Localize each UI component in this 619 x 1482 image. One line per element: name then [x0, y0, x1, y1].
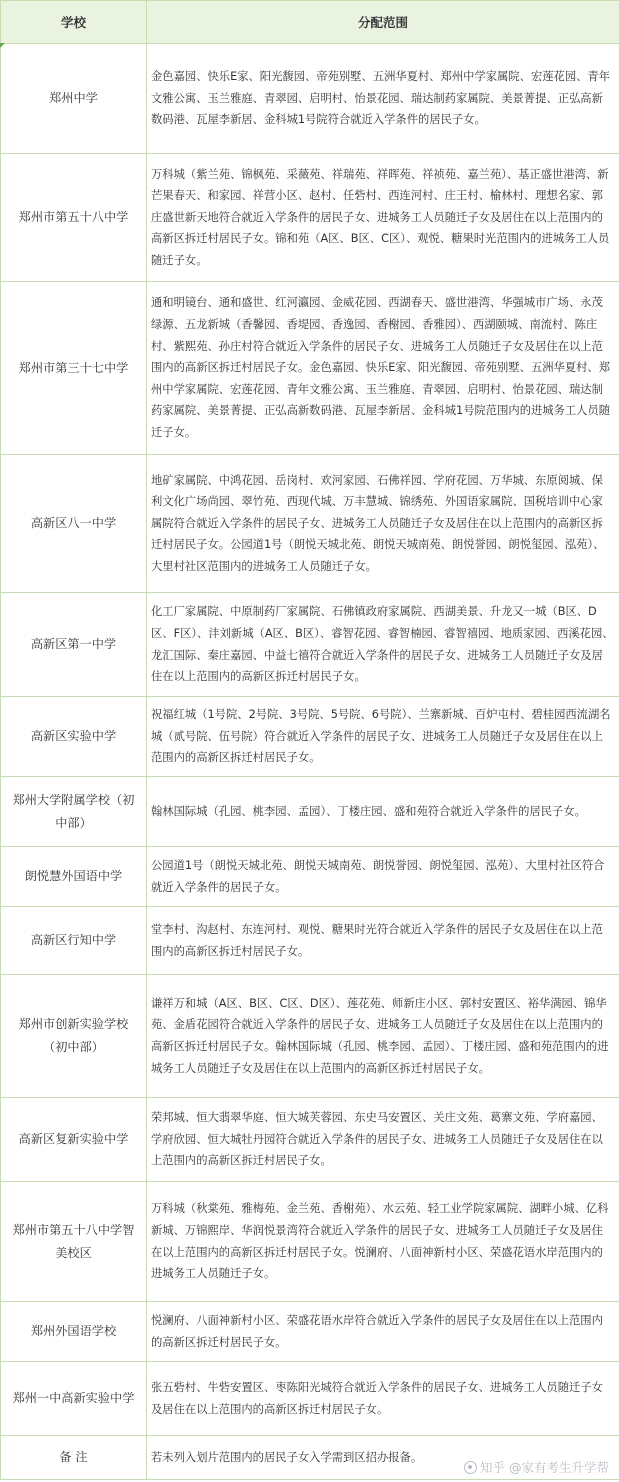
school-name: 郑州市创新实验学校（初中部）	[1, 975, 147, 1098]
watermark-text: 知乎 @家有考生升学帮	[480, 1460, 609, 1475]
header-school: 学校	[1, 1, 147, 44]
table-row	[1, 1098, 619, 1182]
school-name: 高新区八一中学	[1, 455, 147, 593]
allocation-range: 万科城（秋棠苑、雅梅苑、金兰苑、香榭苑）、水云苑、轻工业学院家属院、湖畔小城、亿科新城、万锦熙岸、华润悦景湾符合就近入学条件的居民子女、进城务工人员随迁子女及居住在以上范围内的高新区拆迁村居民子女。悦澜府、八面神新村小区、荣盛花语水岸范围内的进城务工人员随迁子女。	[147, 1182, 619, 1302]
school-name: 郑州市第五十八中学智美校区	[1, 1182, 147, 1302]
allocation-range: 荣邦城、恒大翡翠华庭、恒大城芙蓉园、东史马安置区、关庄文苑、葛寨文苑、学府嘉园、学府欣园、恒大城牡丹园符合就近入学条件的居民子女、进城务工人员随迁子女及居住在以上范围内的高新区拆迁村居民子女。	[147, 1098, 619, 1182]
allocation-range: 祝福红城（1号院、2号院、3号院、5号院、6号院）、兰寨新城、百炉屯村、碧桂园西流湖名城（贰号院、伍号院）符合就近入学条件的居民子女、进城务工人员随迁子女及居住在以上范围内的高新区拆迁村居民子女。	[147, 697, 619, 777]
table-row	[1, 697, 619, 777]
table-header-row	[1, 1, 619, 44]
table-row	[1, 847, 619, 907]
zhihu-watermark-icon	[464, 1461, 477, 1474]
table-row	[1, 1302, 619, 1362]
allocation-range: 悦澜府、八面神新村小区、荣盛花语水岸符合就近入学条件的居民子女及居住在以上范围内的高新区拆迁村居民子女。	[147, 1302, 619, 1362]
table-row	[1, 1182, 619, 1302]
allocation-range: 化工厂家属院、中原制药厂家属院、石佛镇政府家属院、西湖美景、升龙又一城（B区、D区、F区）、沣刘新城（A区、B区）、睿智花园、睿智楠园、睿智禧园、地质家园、西溪花园、龙汇国际、秦庄嘉园、中益七禧符合就近入学条件的居民子女、进城务工人员随迁子女及居住在以上范围内的高新区拆迁村居民子女。	[147, 593, 619, 697]
table-row	[1, 1362, 619, 1436]
school-name: 朗悦慧外国语中学	[1, 847, 147, 907]
table-row	[1, 777, 619, 847]
allocation-range: 通和明镜台、通和盛世、红河瀛园、金威花园、西湖春天、盛世港湾、华强城市广场、永茂绿源、五龙新城（香馨园、香堤园、香逸园、香榭园、香雅园）、西湖颐城、南流村、陈庄村、紫熙苑、孙庄村符合就近入学条件的居民子女、进城务工人员随迁子女及居住在以上范围内的高新区拆迁村居民子女。金色嘉园、快乐E家、阳光馥园、帝苑别墅、五洲华夏村、郑州中学家属院、宏莲花园、青年文雅公寓、玉兰雅庭、青翠园、启明村、怡景花园、瑞达制药家属院、美景菁提、正弘高新数码港、瓦屋李新居、金科城1号院范围内的进城务工人员随迁子女。	[147, 282, 619, 455]
table-row	[1, 44, 619, 154]
allocation-range: 万科城（紫兰苑、锦枫苑、采薇苑、祥瑞苑、祥晖苑、祥祯苑、嘉兰苑）、基正盛世港湾、新芒果春天、和家园、祥营小区、赵村、任砦村、西连河村、庄王村、榆林村、理想名家、郭庄盛世新天地符合就近入学条件的居民子女、进城务工人员随迁子女及居住在以上范围内的高新区拆迁村居民子女。锦和苑（A区、B区、C区）、观悦、糖果时光范围内的进城务工人员随迁子女。	[147, 154, 619, 282]
school-name: 郑州外国语学校	[1, 1302, 147, 1362]
allocation-range: 金色嘉园、快乐E家、阳光馥园、帝苑别墅、五洲华夏村、郑州中学家属院、宏莲花园、青年文雅公寓、玉兰雅庭、青翠园、启明村、怡景花园、瑞达制药家属院、美景菁提、正弘高新数码港、瓦屋李新居、金科城1号院符合就近入学条件的居民子女。	[147, 44, 619, 154]
watermark	[460, 1458, 609, 1476]
allocation-range: 张五砦村、牛砦安置区、枣陈阳光城符合就近入学条件的居民子女、进城务工人员随迁子女及居住在以上范围内的高新区拆迁村居民子女。	[147, 1362, 619, 1436]
table-row	[1, 975, 619, 1098]
remarks-text: 若未列入划片范围内的居民子女入学需到区招办报备。	[147, 1436, 619, 1480]
allocation-range: 地矿家属院、中鸿花园、岳岗村、欢河家园、石佛祥园、学府花园、万华城、东原阅城、保利文化广场尚园、翠竹苑、西现代城、万丰慧城、锦绣苑、外国语家属院、国税培训中心家属院符合就近入学条件的居民子女、进城务工人员随迁子女及居住在以上范围内的高新区拆迁村居民子女。公园道1号（朗悦天城北苑、朗悦天城南苑、朗悦誉园、朗悦玺园、泓苑）、大里村社区范围内的进城务工人员随迁子女。	[147, 455, 619, 593]
table-row	[1, 154, 619, 282]
corner-marker-icon	[0, 43, 5, 48]
header-range: 分配范围	[147, 1, 619, 44]
school-name: 郑州市第三十七中学	[1, 282, 147, 455]
school-name: 郑州中学	[1, 44, 147, 154]
allocation-range: 谦祥万和城（A区、B区、C区、D区）、莲花苑、师新庄小区、郭村安置区、裕华满园、锦华苑、金盾花园符合就近入学条件的居民子女、进城务工人员随迁子女及居住在以上范围内的高新区拆迁村居民子女。翰林国际城（孔园、桃李园、孟园）、丁楼庄园、盛和苑范围内的进城务工人员随迁子女及居住在以上范围内的高新区拆迁村居民子女。	[147, 975, 619, 1098]
remarks-label: 备 注	[1, 1436, 147, 1480]
school-name: 郑州一中高新实验中学	[1, 1362, 147, 1436]
table-row	[1, 455, 619, 593]
table-row	[1, 593, 619, 697]
allocation-range: 公园道1号（朗悦天城北苑、朗悦天城南苑、朗悦誉园、朗悦玺园、泓苑）、大里村社区符合就近入学条件的居民子女。	[147, 847, 619, 907]
school-name: 高新区第一中学	[1, 593, 147, 697]
table-row	[1, 907, 619, 975]
school-name: 高新区复新实验中学	[1, 1098, 147, 1182]
school-name: 高新区行知中学	[1, 907, 147, 975]
school-name: 高新区实验中学	[1, 697, 147, 777]
school-name: 郑州市第五十八中学	[1, 154, 147, 282]
school-name: 郑州大学附属学校（初中部）	[1, 777, 147, 847]
allocation-range: 翰林国际城（孔园、桃李园、孟园）、丁楼庄园、盛和苑符合就近入学条件的居民子女。	[147, 777, 619, 847]
table-row	[1, 282, 619, 455]
allocation-range: 堂李村、沟赵村、东连河村、观悦、糖果时光符合就近入学条件的居民子女及居住在以上范围内的高新区拆迁村居民子女。	[147, 907, 619, 975]
